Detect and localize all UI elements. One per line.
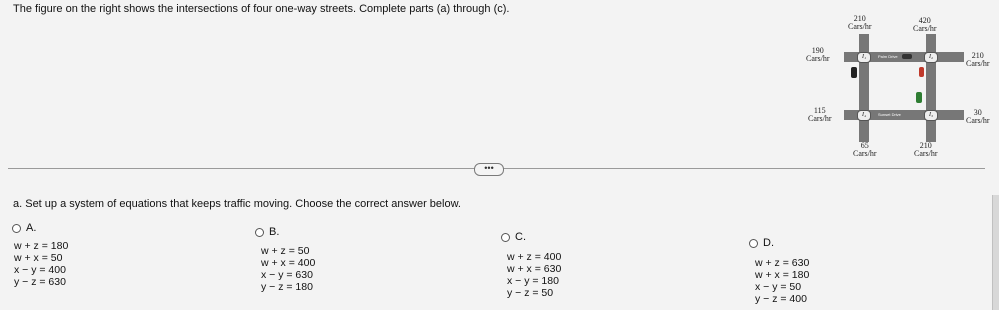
option-d[interactable] [749,237,774,249]
option-b[interactable] [255,226,279,238]
scrollbar[interactable] [992,195,999,310]
intersection-2: I₂ [924,52,938,63]
option-a[interactable] [12,222,36,234]
expand-more-button[interactable]: ••• [474,163,504,176]
flow-label-top-left: 210 Cars/hr [848,14,872,31]
option-label: B. [269,226,280,238]
flow-label-right-upper: 210 Cars/hr [966,51,990,68]
radio-button[interactable] [501,233,510,242]
car-icon [902,54,912,59]
option-c[interactable] [501,231,526,243]
radio-button[interactable] [12,224,21,233]
intersection-1: I₁ [857,52,871,63]
traffic-diagram [806,12,991,162]
street-label-sunset: Sunset Drive [878,112,901,117]
option-d-equations: w + z = 630 w + x = 180 x − y = 50 y − z = 400 [755,257,810,305]
radio-button[interactable] [749,239,758,248]
flow-label-right-lower: 30 Cars/hr [966,108,990,125]
option-label: C. [515,231,526,243]
car-icon [919,67,924,77]
flow-label-bottom-left: 65 Cars/hr [853,141,877,158]
radio-button[interactable] [255,228,264,237]
problem-prompt: The figure on the right shows the intersections of four one-way streets. Complete parts (a) through (c). [13,3,510,15]
car-icon [851,67,857,78]
street-label-palm: Palm Drive [878,54,898,59]
option-label: D. [763,237,774,249]
option-c-equations: w + z = 400 w + x = 630 x − y = 180 y − z = 50 [507,251,562,299]
flow-label-left-lower: 115 Cars/hr [808,106,832,123]
car-icon [916,92,922,103]
thirteenth-ave-road [926,34,936,142]
option-b-equations: w + z = 50 w + x = 400 x − y = 630 y − z = 180 [261,245,316,293]
flow-label-top-right: 420 Cars/hr [913,16,937,33]
intersection-4: I₄ [857,110,871,121]
intersection-3: I₃ [924,110,938,121]
seventh-ave-road [859,34,869,142]
option-a-equations: w + z = 180 w + x = 50 x − y = 400 y − z = 630 [14,240,69,288]
question-text: a. Set up a system of equations that keeps traffic moving. Choose the correct answer below. [13,198,461,210]
flow-label-bottom-right: 210 Cars/hr [914,141,938,158]
option-label: A. [26,222,37,234]
flow-label-left-upper: 190 Cars/hr [806,46,830,63]
